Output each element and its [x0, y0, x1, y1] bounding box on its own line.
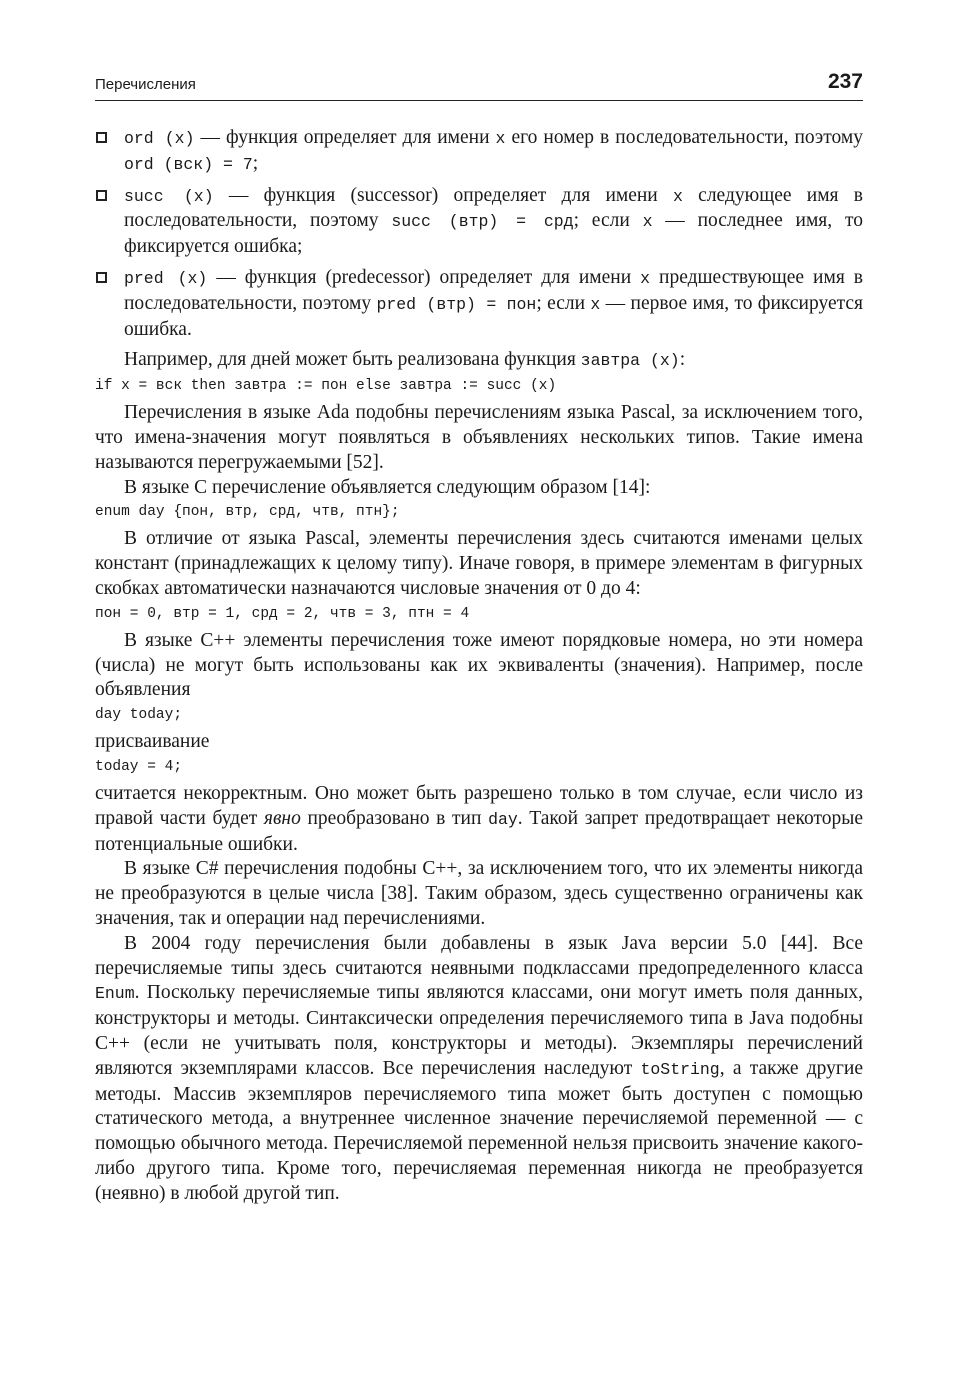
code-fragment: pred (втр) = пон [376, 294, 537, 314]
paragraph-text: . Такой запрет предотвращает некоторые потенциальные ошибки. [95, 807, 864, 855]
code-fragment: x [673, 186, 683, 206]
code-fragment: x [642, 212, 653, 232]
checkbox-bullet-icon [96, 190, 107, 201]
list-item [95, 126, 863, 178]
code-fragment: x [640, 268, 651, 288]
code-fragment: succ (втр) = срд [391, 212, 574, 232]
code-block: пон = 0, втр = 1, срд = 2, чтв = 3, птн = 4 [95, 605, 470, 622]
list-text: предшествующее имя в последовательности, поэтому [124, 266, 863, 314]
paragraph-text: . Поскольку перечисляемые типы являются классами, они могут иметь поля данных, конструкторы и методы. Синтаксически определения перечисляемого типа в Java подобны C++ (если не учитывать поля, конструкторы и методы). Экземпляры перечислений являются экземплярами классов. Все перечисления наследуют [95, 982, 863, 1079]
list-text: его номер в последовательности, поэтому [505, 127, 864, 148]
list-text: — функция (successor) определяет для имени [213, 184, 673, 206]
code-block: enum day {пон, втр, срд, чтв, птн}; [95, 504, 400, 521]
list-text: — функция (predecessor) определяет для имени [207, 266, 641, 288]
list-text: — последнее имя, то фиксируется ошибка; [124, 210, 863, 258]
code-block: day today; [95, 707, 183, 724]
paragraph-text: В 2004 году перечисления были добавлены в язык Java версии 5.0 [44]. Все перечисляемые типы здесь считаются неявными подклассами предопределенного класса [95, 932, 863, 979]
code-fragment: ord (x) [124, 129, 195, 148]
checkbox-bullet-icon [96, 272, 107, 283]
checkbox-bullet-icon [96, 132, 107, 143]
list-text: — функция определяет для имени [194, 127, 496, 148]
paragraph [95, 932, 863, 1207]
list-text: ; [252, 152, 259, 174]
code-block: if x = вск then завтра := пон else завтра := succ (x) [95, 378, 557, 395]
running-title: Перечисления [95, 76, 196, 93]
code-fragment: succ (x) [124, 186, 214, 206]
code-fragment: x [495, 129, 506, 148]
paragraph: Перечисления в языке Ada подобны перечислениям языка Pascal, за исключением того, что имена-значения могут появляться в объявлениях нескольких типов. Такие имена называются перегружаемыми [52]. [95, 402, 863, 473]
paragraph: В языке C++ элементы перечисления тоже имеют порядковые номера, но эти номера (числа) не могут быть использованы как их эквиваленты (значения). Например, после объявления [95, 629, 863, 701]
code-block: today = 4; [95, 758, 183, 775]
code-fragment: Enum [95, 984, 135, 1004]
paragraph: присваивание [95, 731, 210, 753]
paragraph: В языке C# перечисления подобны C++, за исключением того, что их элементы никогда не преобразуются в целые числа [38]. Таким образом, здесь существенно ограничены как значения, так и операции над перечислениями. [95, 858, 863, 929]
code-fragment: ord (вск) = 7 [124, 154, 253, 174]
code-fragment: toString [640, 1059, 720, 1079]
list-text: — первое имя, то фиксируется ошибка. [124, 292, 863, 340]
list-item [95, 266, 863, 342]
paragraph-text: , а также другие методы. Массив экземпляров перечисляемого типа может быть доступен с помощью статического метода, а внутреннее численное значение перечисляемой переменной — с помощью обычного метода. Перечисляемой переменной нельзя присвоить значение какого-либо другого типа. Кроме того, перечисляемая переменная никогда не преобразуется (неявно) в любой другой тип. [95, 1057, 863, 1204]
code-fragment: x [590, 294, 601, 314]
emphasis: явно [263, 807, 301, 829]
paragraph: В языке C перечисление объявляется следующим образом [14]: [124, 476, 651, 498]
paragraph [95, 782, 863, 857]
page-header [95, 68, 863, 101]
list-text: ; если [573, 210, 643, 232]
code-fragment: завтра (x) [580, 351, 680, 371]
paragraph-text: : [679, 349, 686, 371]
paragraph-text: Например, для дней может быть реализована функция [124, 349, 581, 371]
page-body [95, 126, 863, 1206]
page-number: 237 [827, 70, 863, 93]
paragraph-text: считается некорректным. Оно может быть разрешено только в том случае, если число из правой части будет [95, 782, 863, 829]
paragraph: В отличие от языка Pascal, элементы перечисления здесь считаются именами целых констант (принадлежащих к целому типу). Иначе говоря, в примере элементам в фигурных скобках автоматически назначаются числовые значения от 0 до 4: [95, 528, 863, 599]
code-fragment: day [488, 809, 518, 829]
list-item [95, 184, 863, 260]
paragraph [95, 348, 863, 374]
code-fragment: pred (x) [124, 268, 208, 288]
list-text: ; если [536, 292, 591, 314]
paragraph-text: преобразовано в тип [300, 807, 489, 829]
list-text: следующее имя в последовательности, поэтому [124, 184, 863, 232]
